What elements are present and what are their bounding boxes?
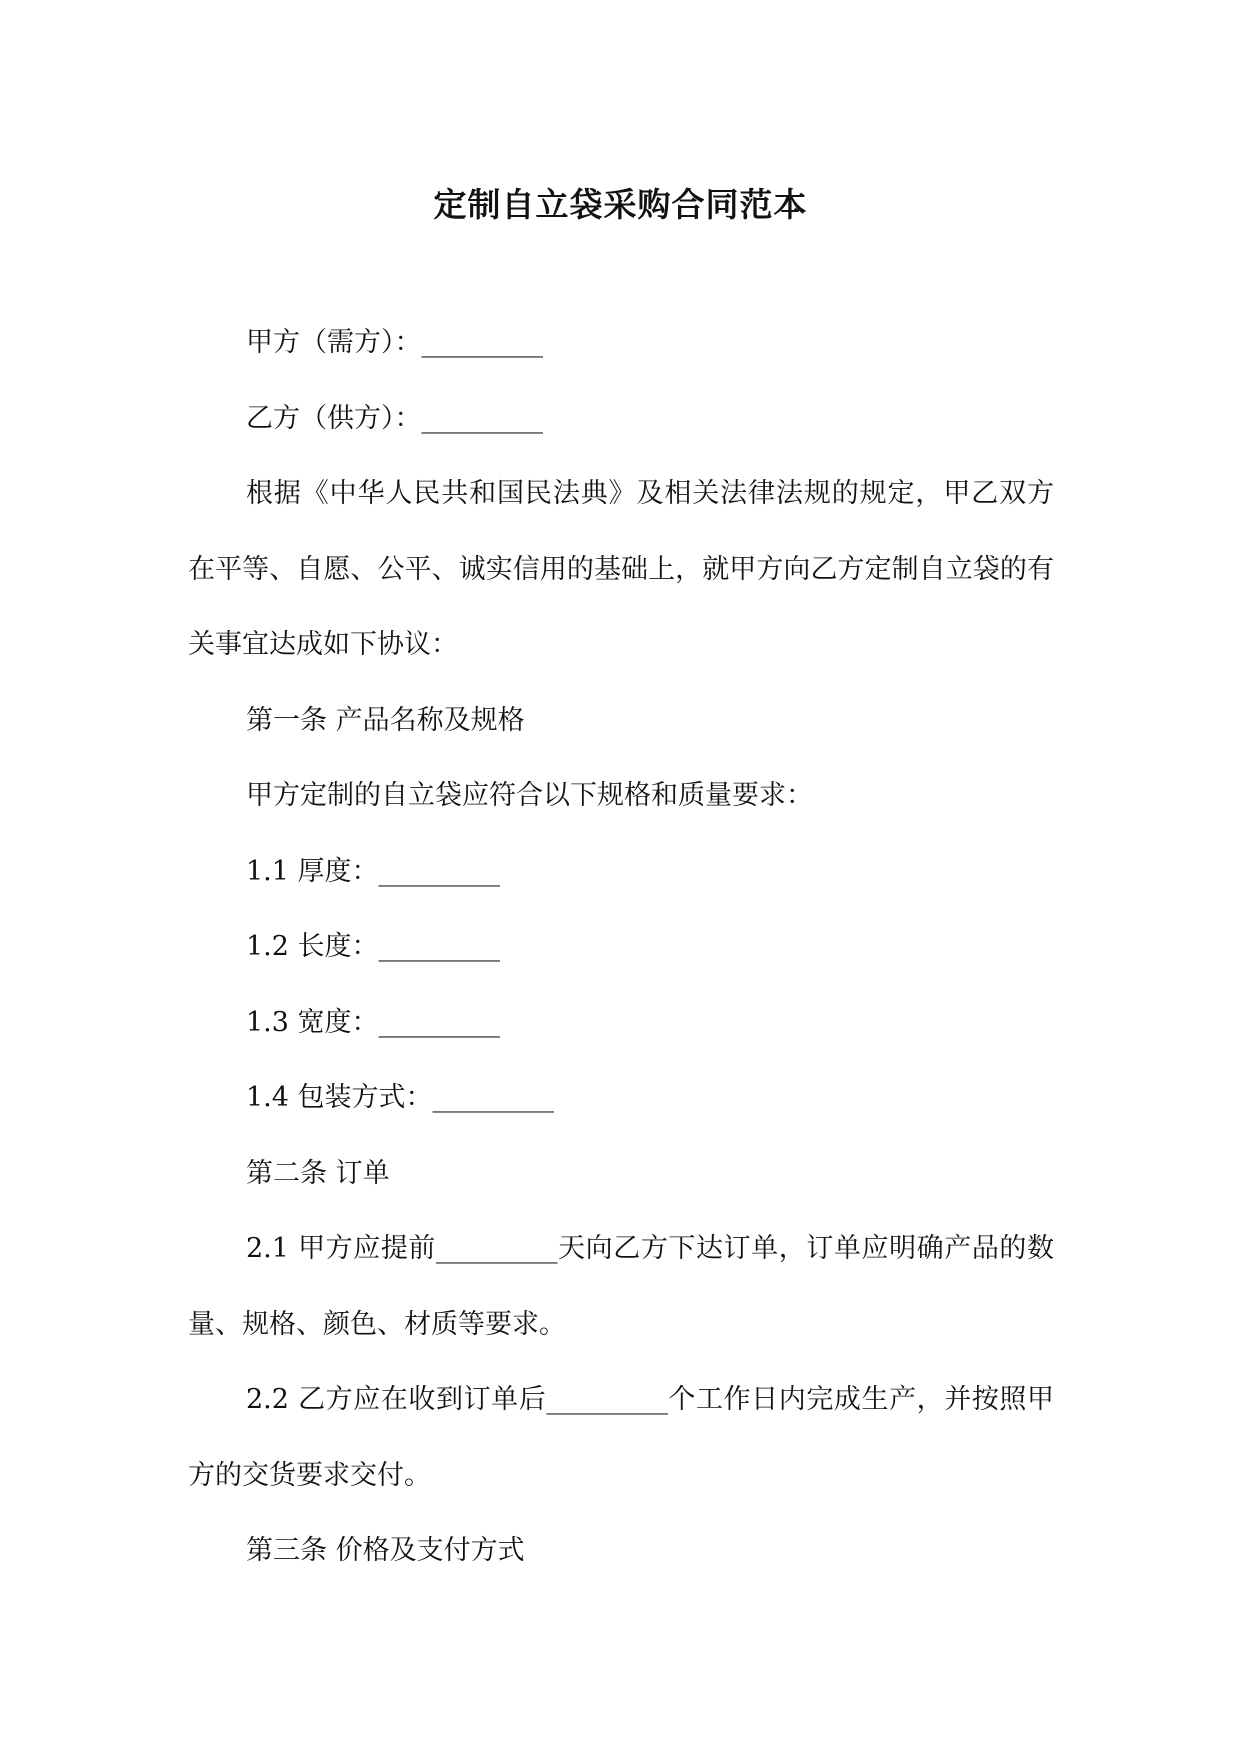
article-1-intro: 甲方定制的自立袋应符合以下规格和质量要求： bbox=[246, 780, 813, 811]
clause-1-1: 1.1 厚度：_________ bbox=[246, 855, 501, 887]
clause-2-1: 2.1 甲方应提前_________天向乙方下达订单，订单应明确产品的数量、规格、颜色、材质等要求。 bbox=[188, 1233, 1054, 1340]
party-b-line: 乙方（供方）：_________ bbox=[246, 402, 543, 434]
article-3-heading: 第三条 价格及支付方式 bbox=[246, 1535, 525, 1566]
party-a-line: 甲方（需方）：_________ bbox=[246, 327, 543, 358]
preamble-paragraph: 根据《中华人民共和国民法典》及相关法律法规的规定，甲乙双方在平等、自愿、公平、诚实信用的基础上，就甲方向乙方定制自立袋的有关事宜达成如下协议： bbox=[188, 478, 1054, 660]
article-2-heading: 第二条 订单 bbox=[246, 1157, 390, 1189]
clause-1-4: 1.4 包装方式：_________ bbox=[246, 1082, 555, 1113]
document-body bbox=[188, 305, 1054, 1589]
clause-1-2: 1.2 长度：_________ bbox=[246, 931, 501, 962]
clause-1-3: 1.3 宽度：_________ bbox=[246, 1006, 501, 1038]
article-1-heading: 第一条 产品名称及规格 bbox=[246, 704, 525, 736]
document-title: 定制自立袋采购合同范本 bbox=[433, 185, 808, 224]
clause-2-2: 2.2 乙方应在收到订单后_________个工作日内完成生产，并按照甲方的交货要求交付。 bbox=[188, 1384, 1054, 1491]
